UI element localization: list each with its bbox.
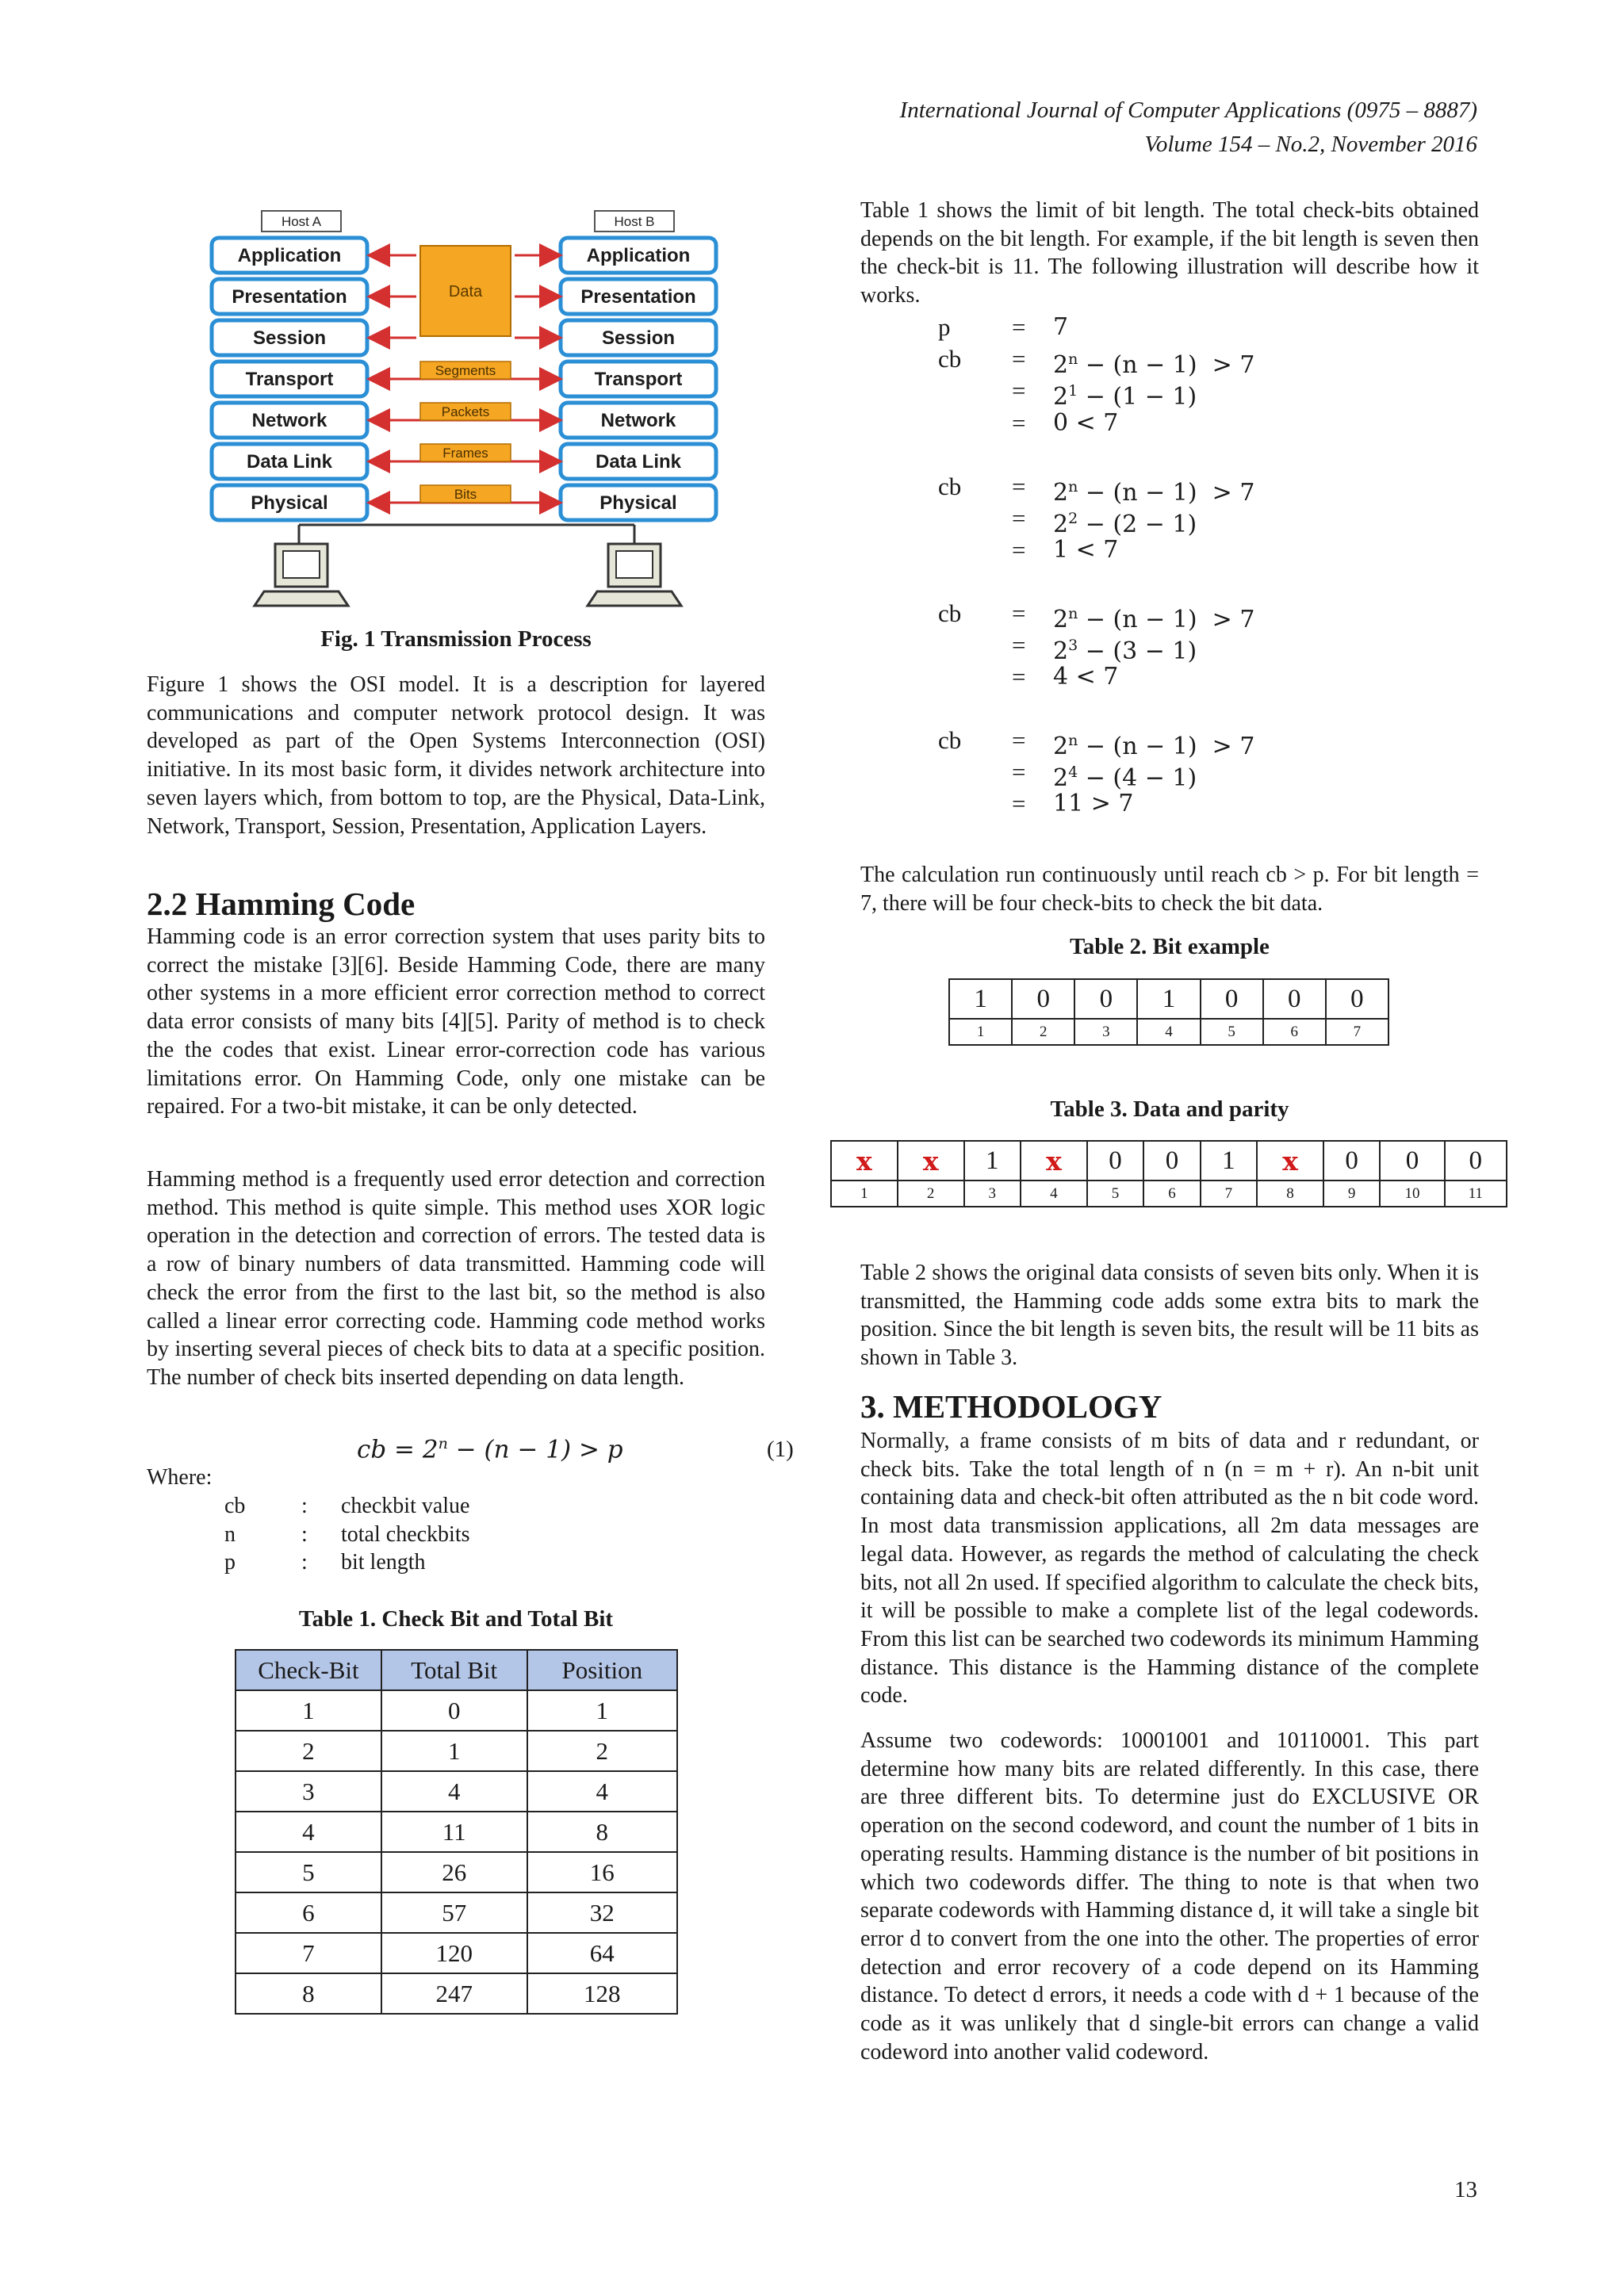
host-a-layer-label: Presentation (232, 286, 347, 308)
table-cell: 16 (527, 1852, 677, 1892)
table-cell: 57 (381, 1892, 527, 1933)
bit-value-cell: 1 (1201, 1141, 1257, 1181)
table-row (236, 1852, 677, 1892)
equation-1: cb = $2^n - (n - 1) > p$ (357, 1435, 623, 1464)
right-paragraph-1: Table 1 shows the limit of bit length. The total check-bits obtained depends on the bit length. For example, if the bit length is seven then the check-bit is 11. The following illustration will describe how it works. (860, 198, 1479, 308)
table-cell: 4 (527, 1771, 677, 1812)
host-b-layer-label: Transport (594, 369, 683, 390)
host-b-layer-label: Application (586, 245, 691, 266)
bit-value-cell: 0 (1012, 979, 1074, 1019)
math-lhs: cb (938, 473, 962, 500)
pdu-label: Bits (454, 487, 477, 502)
bit-value-cell: 0 (1201, 979, 1263, 1019)
table-cell: 5 (236, 1852, 381, 1892)
right-paragraph-2: The calculation run continuously until reach cb > p. For bit length = 7, there will be four check-bits to check the bit data. (860, 863, 1479, 916)
math-equals: = (1012, 473, 1026, 500)
table-cell: 1 (527, 1690, 677, 1731)
host-a-layer-label: Data Link (246, 451, 333, 473)
bit-index-cell: 3 (1074, 1019, 1137, 1045)
right-paragraph-3: Table 2 shows the original data consists of seven bits only. When it is transmitted, the Hamming code adds some extra bits to mark the position. Since the bit length is seven bits, the result will be 11 bits as shown in Table 3. (860, 1261, 1479, 1371)
table-2 (948, 978, 1389, 1046)
left-paragraph-2: Hamming code is an error correction system that uses parity bits to correct the mistake [3][6]. Beside Hamming Code, there are many other systems in a more efficient error correction method to correct data error consists of many bits [4][5]. Parity of method is to check the the codes that exist. Linear error-correction code has various limitations error. On Hamming Code, only one mistake can be repaired. For a two-bit mistake, it can be only detected. (147, 924, 765, 1119)
bit-value-cell: 0 (1263, 979, 1326, 1019)
math-equals: = (1012, 536, 1026, 564)
table-row (236, 1690, 677, 1731)
host-b-layer-label: Presentation (580, 286, 696, 308)
table-cell: 8 (527, 1812, 677, 1852)
host-b-layer-label: Physical (599, 492, 677, 514)
math-equals: = (1012, 599, 1026, 627)
table-1-caption: Table 1. Check Bit and Total Bit (298, 1606, 614, 1632)
math-rhs: 7 (1053, 313, 1069, 341)
section-3-title: 3. METHODOLOGY (860, 1388, 1162, 1425)
journal-title: International Journal of Computer Applications (0975 – 8887) (899, 98, 1477, 123)
bit-value-cell: x (1021, 1141, 1087, 1181)
section-2-2-title: 2.2 Hamming Code (147, 886, 416, 922)
table-cell: 1 (236, 1690, 381, 1731)
bit-value-cell: 1 (1137, 979, 1200, 1019)
host-a-layer-label: Transport (245, 369, 334, 390)
table-row (236, 1892, 677, 1933)
left-paragraph-3: Hamming method is a frequently used error detection and correction method. This method is quite simple. This method uses XOR logic operation in the detection and correction of errors. The tested data is a row of binary numbers of data transmitted. Hamming code will check the error from the first to the last bit, so the method is also called a linear error correcting code. Hamming code method works by inserting several pieces of check bits to data at a specific position. The number of check bits inserted depending on data length. (147, 1167, 765, 1390)
host-b-layer-label: Data Link (595, 451, 682, 473)
bit-index-cell: 9 (1323, 1181, 1380, 1207)
table-3-value-row (831, 1141, 1507, 1181)
bit-value-cell: 0 (1143, 1141, 1200, 1181)
table-row (236, 1973, 677, 2014)
table-3 (830, 1140, 1507, 1207)
math-rhs: 1 < 7 (1053, 536, 1119, 564)
volume-info: Volume 154 – No.2, November 2016 (1144, 132, 1477, 157)
table-row (236, 1731, 677, 1771)
math-rhs: $2^n - (n - 1) > 7$ (1053, 478, 1255, 507)
math-rhs: 11 > 7 (1053, 790, 1134, 817)
math-equals: = (1012, 377, 1026, 404)
math-equals: = (1012, 663, 1026, 691)
bit-index-cell: 10 (1380, 1181, 1444, 1207)
table-3-caption: Table 3. Data and parity (1050, 1096, 1289, 1122)
bit-index-cell: 1 (949, 1019, 1012, 1045)
math-rhs: $2^3 - (3 - 1)$ (1053, 637, 1197, 665)
math-rhs: $2^2 - (2 - 1)$ (1053, 510, 1197, 538)
table-cell: 6 (236, 1892, 381, 1933)
bit-value-cell: 0 (1087, 1141, 1143, 1181)
host-b-computer-icon (588, 525, 681, 606)
host-a-label: Host A (281, 214, 322, 229)
osi-model-figure (202, 205, 726, 617)
bit-index-cell: 11 (1445, 1181, 1507, 1207)
bit-index-cell: 5 (1201, 1019, 1263, 1045)
bit-index-cell: 2 (1012, 1019, 1074, 1045)
math-rhs: 0 < 7 (1053, 409, 1119, 437)
table-cell: 128 (527, 1973, 677, 2014)
table-3-index-row (831, 1181, 1507, 1207)
table-1-header-cell: Check-Bit (236, 1650, 381, 1690)
math-lhs: p (938, 313, 951, 341)
table-cell: 247 (381, 1973, 527, 2014)
math-rhs: $2^n - (n - 1) > 7$ (1053, 605, 1255, 633)
table-cell: 64 (527, 1933, 677, 1973)
table-2-caption: Table 2. Bit example (1070, 934, 1270, 959)
math-equals: = (1012, 631, 1026, 659)
bit-index-cell: 7 (1201, 1181, 1257, 1207)
table-cell: 26 (381, 1852, 527, 1892)
table-cell: 7 (236, 1933, 381, 1973)
host-a-computer-icon (255, 525, 348, 606)
math-rhs: $2^1 - (1 - 1)$ (1053, 382, 1197, 411)
right-paragraph-5: Assume two codewords: 10001001 and 10110001. This part determine how many bits are related differently. In this case, there are three different bits. To determine just do EXCLUSIVE OR operation on the second codeword, and count the number of 1 bits in operating results. Hamming distance is the number of bit positions in which two codewords differ. The thing to note is that when two separate codewords with Hamming distance d, it will take a single bit error d to convert from the one into the other. The properties of error detection and error recovery of a code depend on its Hamming distance. To detect d errors, it needs a code with d + 1 because of the code as it was unlikely that d single-bit errors can change a valid codeword into another valid codeword. (860, 1728, 1479, 2064)
math-equals: = (1012, 790, 1026, 817)
table-cell: 4 (381, 1771, 527, 1812)
bit-index-cell: 1 (831, 1181, 898, 1207)
host-a-layer-label: Application (237, 245, 342, 266)
table-1-header-row (236, 1650, 677, 1690)
math-equals: = (1012, 758, 1026, 786)
math-lhs: cb (938, 599, 962, 627)
math-rhs: $2^n - (n - 1) > 7$ (1053, 732, 1255, 760)
math-lhs: cb (938, 726, 962, 754)
bit-value-cell: x (1257, 1141, 1323, 1181)
bit-value-cell: 0 (1326, 979, 1388, 1019)
bit-value-cell: x (898, 1141, 964, 1181)
host-a-layer-label: Physical (251, 492, 328, 514)
host-b-label: Host B (614, 214, 655, 229)
bit-value-cell: 0 (1380, 1141, 1444, 1181)
right-paragraph-4: Normally, a frame consists of m bits of data and r redundant, or check bits. Take the total length of n (n = m + r). An n-bit unit containing data and check-bit often attributed as the n bit code word. In most data transmission applications, all 2m data messages are legal data. However, as regards the method of calculating the check bits, not all 2n used. If specified algorithm to calculate the check bits, it will be possible to make a complete list of the legal codewords. From this list can be searched two codewords its minimum Hamming distance. This distance is the Hamming distance of the complete code. (860, 1429, 1479, 1709)
table-1-header-cell: Total Bit (381, 1650, 527, 1690)
pdu-label: Frames (442, 446, 488, 461)
equation-number: (1) (767, 1437, 794, 1462)
math-equals: = (1012, 409, 1026, 437)
left-paragraph-1: Figure 1 shows the OSI model. It is a description for layered communications and computer network protocol design. It was developed as part of the Open Systems Interconnection (OSI) initiative. In its most basic form, it divides network architecture into seven layers which, from bottom to top, are the Physical, Data-Link, Network, Transport, Session, Presentation, Application Layers. (147, 672, 765, 839)
bit-value-cell: 0 (1323, 1141, 1380, 1181)
bit-index-cell: 3 (964, 1181, 1021, 1207)
pdu-label: Packets (441, 404, 490, 419)
bit-index-cell: 6 (1143, 1181, 1200, 1207)
figure-1-caption: Fig. 1 Transmission Process (320, 626, 592, 652)
math-equals: = (1012, 313, 1026, 341)
table-cell: 11 (381, 1812, 527, 1852)
table-cell: 8 (236, 1973, 381, 2014)
host-a-layer-label: Session (252, 327, 327, 349)
table-1-header-cell: Position (527, 1650, 677, 1690)
table-row (236, 1933, 677, 1973)
table-cell: 0 (381, 1690, 527, 1731)
table-cell: 120 (381, 1933, 527, 1973)
table-row (236, 1771, 677, 1812)
bit-value-cell: 0 (1074, 979, 1137, 1019)
bit-index-cell: 4 (1137, 1019, 1200, 1045)
math-rhs: 4 < 7 (1053, 663, 1119, 691)
math-rhs: $2^4 - (4 - 1)$ (1053, 763, 1197, 792)
page-number: 13 (1454, 2177, 1477, 2202)
table-cell: 4 (236, 1812, 381, 1852)
math-lhs: cb (938, 345, 962, 373)
table-cell: 2 (236, 1731, 381, 1771)
bit-index-cell: 5 (1087, 1181, 1143, 1207)
bit-index-cell: 2 (898, 1181, 964, 1207)
host-b-layer-label: Session (601, 327, 676, 349)
bit-value-cell: 1 (949, 979, 1012, 1019)
data-label: Data (448, 283, 483, 300)
bit-index-cell: 7 (1326, 1019, 1388, 1045)
host-b-layer-label: Network (600, 410, 676, 431)
host-a-layer-label: Network (251, 410, 327, 431)
bit-value-cell: 0 (1445, 1141, 1507, 1181)
table-row (236, 1812, 677, 1852)
math-equals: = (1012, 345, 1026, 373)
bit-index-cell: 6 (1263, 1019, 1326, 1045)
math-equals: = (1012, 504, 1026, 532)
bit-value-cell: x (831, 1141, 898, 1181)
where-label: Where: (147, 1465, 213, 1490)
math-rhs: $2^n - (n - 1) > 7$ (1053, 350, 1255, 379)
bit-index-cell: 4 (1021, 1181, 1087, 1207)
pdu-label: Segments (435, 363, 496, 378)
table-1 (235, 1649, 678, 2015)
table-cell: 32 (527, 1892, 677, 1933)
bit-value-cell: 1 (964, 1141, 1021, 1181)
table-cell: 2 (527, 1731, 677, 1771)
bit-index-cell: 8 (1257, 1181, 1323, 1207)
table-2-value-row (949, 979, 1388, 1019)
table-2-index-row (949, 1019, 1388, 1045)
table-cell: 3 (236, 1771, 381, 1812)
math-equals: = (1012, 726, 1026, 754)
table-cell: 1 (381, 1731, 527, 1771)
